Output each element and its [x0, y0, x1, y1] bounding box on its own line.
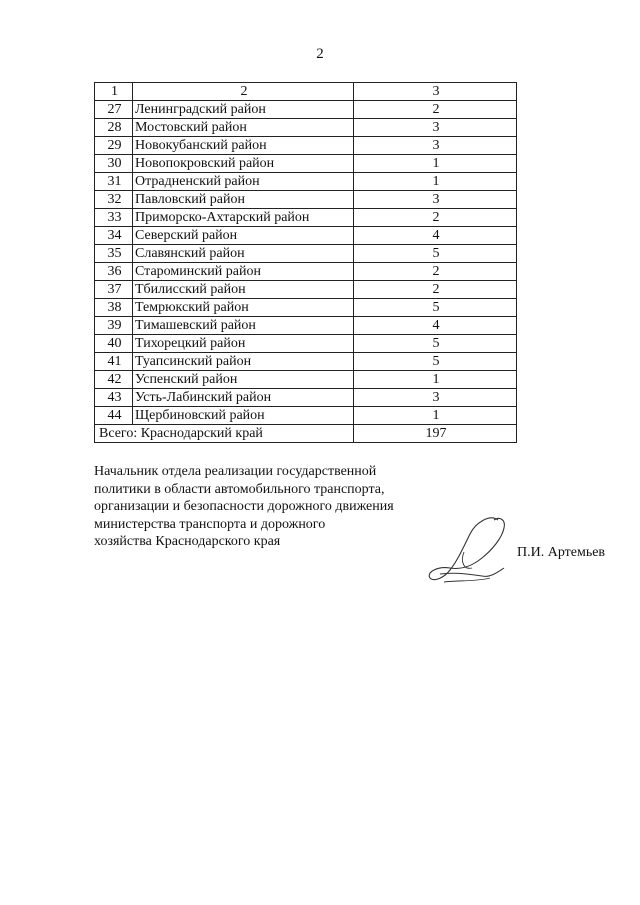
row-number: 30 [95, 155, 133, 173]
row-value: 2 [354, 101, 517, 119]
district-name: Успенский район [133, 371, 354, 389]
district-name: Новопокровский район [133, 155, 354, 173]
handwritten-signature [420, 512, 520, 592]
position-line: Начальник отдела реализации государственной [94, 464, 377, 479]
table-row [95, 317, 517, 335]
table-row [95, 281, 517, 299]
row-number: 41 [95, 353, 133, 371]
row-number: 29 [95, 137, 133, 155]
row-value: 5 [354, 335, 517, 353]
table-row [95, 173, 517, 191]
page-number: 2 [316, 46, 324, 62]
row-number: 31 [95, 173, 133, 191]
table-row [95, 407, 517, 425]
table-row [95, 101, 517, 119]
table-row [95, 119, 517, 137]
table-row [95, 227, 517, 245]
row-value: 5 [354, 353, 517, 371]
signatory-position [94, 463, 454, 551]
header-cell-number: 1 [95, 83, 133, 101]
position-line: организации и безопасности дорожного движения [94, 499, 394, 514]
row-number: 27 [95, 101, 133, 119]
table-row [95, 137, 517, 155]
table-row [95, 263, 517, 281]
district-name: Темрюкский район [133, 299, 354, 317]
district-name: Староминский район [133, 263, 354, 281]
districts-table [94, 82, 517, 443]
district-name: Приморско-Ахтарский район [133, 209, 354, 227]
row-value: 2 [354, 263, 517, 281]
row-value: 3 [354, 119, 517, 137]
table-row [95, 155, 517, 173]
table-body [95, 83, 517, 443]
row-number: 32 [95, 191, 133, 209]
position-line: хозяйства Краснодарского края [94, 534, 281, 549]
row-number: 37 [95, 281, 133, 299]
table-row [95, 209, 517, 227]
table-row [95, 371, 517, 389]
row-number: 42 [95, 371, 133, 389]
table-header-row [95, 83, 517, 101]
row-number: 40 [95, 335, 133, 353]
row-number: 36 [95, 263, 133, 281]
row-value: 1 [354, 173, 517, 191]
position-line: политики в области автомобильного транспорта, [94, 481, 385, 497]
district-name: Мостовский район [133, 119, 354, 137]
table-row [95, 389, 517, 407]
row-number: 34 [95, 227, 133, 245]
district-name: Тбилисский район [133, 281, 354, 299]
district-name: Новокубанский район [133, 137, 354, 155]
row-value: 5 [354, 299, 517, 317]
district-name: Славянский район [133, 245, 354, 263]
row-value: 3 [354, 137, 517, 155]
table-total-row [95, 425, 517, 443]
row-value: 1 [354, 407, 517, 425]
table-row [95, 299, 517, 317]
district-name: Отрадненский район [133, 173, 354, 191]
header-cell-value: 3 [354, 83, 517, 101]
district-name: Тимашевский район [133, 317, 354, 335]
position-line: министерства транспорта и дорожного [94, 516, 326, 532]
district-name: Тихорецкий район [133, 335, 354, 353]
row-number: 33 [95, 209, 133, 227]
table-row [95, 353, 517, 371]
district-name: Северский район [133, 227, 354, 245]
district-name: Щербиновский район [133, 407, 354, 425]
row-number: 38 [95, 299, 133, 317]
row-value: 1 [354, 371, 517, 389]
row-value: 4 [354, 317, 517, 335]
row-value: 1 [354, 155, 517, 173]
row-number: 44 [95, 407, 133, 425]
row-value: 2 [354, 209, 517, 227]
table-row [95, 191, 517, 209]
row-value: 3 [354, 389, 517, 407]
district-name: Ленинградский район [133, 101, 354, 119]
row-number: 35 [95, 245, 133, 263]
row-number: 28 [95, 119, 133, 137]
district-name: Павловский район [133, 191, 354, 209]
district-name: Туапсинский район [133, 353, 354, 371]
row-value: 4 [354, 227, 517, 245]
row-number: 43 [95, 389, 133, 407]
total-value: 197 [354, 425, 517, 443]
row-value: 3 [354, 191, 517, 209]
table-row [95, 335, 517, 353]
signatory-name: П.И. Артемьев [517, 545, 606, 560]
total-label: Всего: Краснодарский край [95, 425, 354, 443]
district-name: Усть-Лабинский район [133, 389, 354, 407]
row-value: 5 [354, 245, 517, 263]
header-cell-name: 2 [133, 83, 354, 101]
row-number: 39 [95, 317, 133, 335]
row-value: 2 [354, 281, 517, 299]
table-row [95, 245, 517, 263]
